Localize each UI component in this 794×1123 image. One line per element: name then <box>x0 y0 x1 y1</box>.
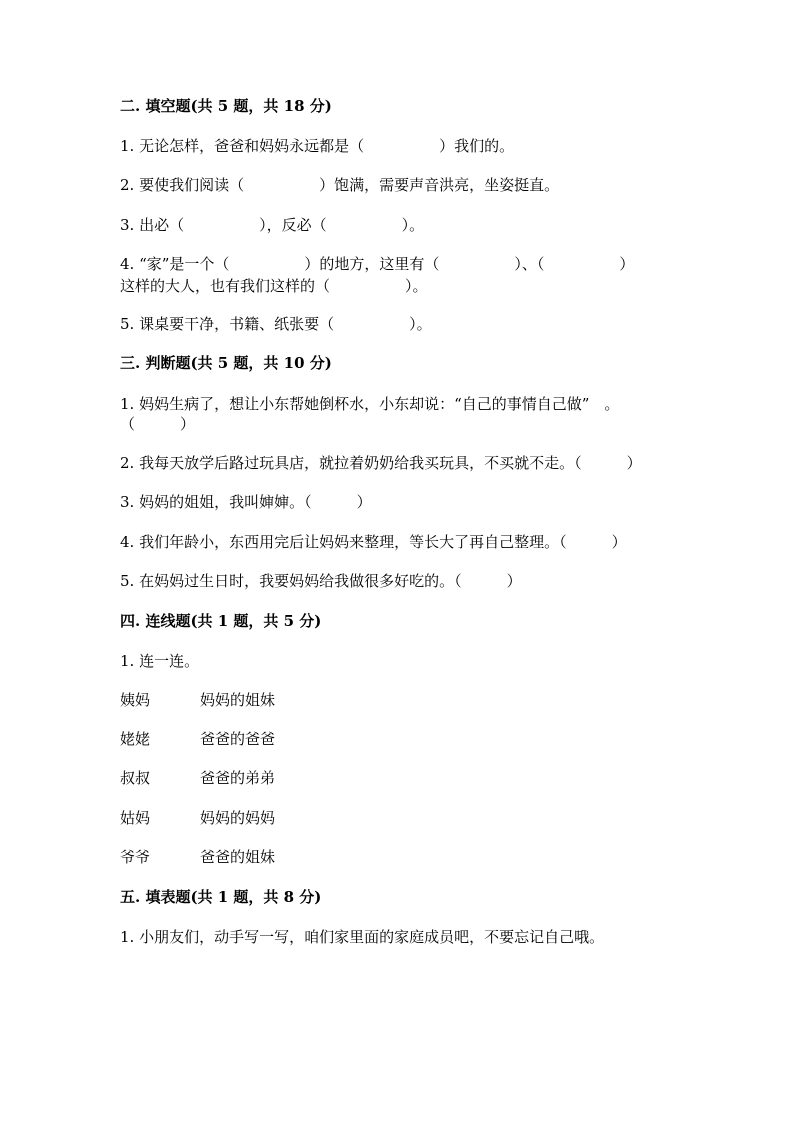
question-text: 1. 无论怎样，爸爸和妈妈永远都是（ ）我们的。 <box>120 137 515 155</box>
match-right-item: 爸爸的姐妹 <box>200 848 276 866</box>
question-text: 1. 连一连。 <box>120 652 200 670</box>
match-right-item: 妈妈的姐妹 <box>200 691 276 709</box>
section-heading-fill-blank: 二. 填空题(共 5 题，共 18 分) <box>120 97 332 115</box>
match-left-item: 姑妈 <box>120 809 151 827</box>
question-text: 3. 妈妈的姐姐，我叫婶婶。（ ） <box>120 493 372 511</box>
match-left-item: 姨妈 <box>120 691 151 709</box>
match-left-item: 姥姥 <box>120 730 151 748</box>
match-right-item: 爸爸的爸爸 <box>200 730 276 748</box>
match-right-item: 爸爸的弟弟 <box>200 769 276 787</box>
question-text: 2. 我每天放学后路过玩具店，就拉着奶奶给我买玩具，不买就不走。（ ） <box>120 454 642 472</box>
question-text: 5. 在妈妈过生日时，我要妈妈给我做很多好吃的。（ ） <box>120 572 522 590</box>
question-text: 4. 我们年龄小，东西用完后让妈妈来整理，等长大了再自己整理。（ ） <box>120 533 627 551</box>
match-left-item: 叔叔 <box>120 769 151 787</box>
match-right-item: 妈妈的妈妈 <box>200 809 276 827</box>
section-heading-matching: 四. 连线题(共 1 题，共 5 分) <box>120 612 322 630</box>
question-text: 4. “家”是一个（ ）的地方，这里有（ ）、（ ） <box>120 255 635 273</box>
question-text: 5. 课桌要干净，书籍、纸张要（ ）。 <box>120 315 432 333</box>
answer-bracket: （ ） <box>120 415 196 433</box>
match-left-item: 爷爷 <box>120 848 151 866</box>
question-text: 1. 妈妈生病了，想让小东帮她倒杯水，小东却说：“自己的事情自己做” 。 <box>120 395 620 413</box>
section-heading-true-false: 三. 判断题(共 5 题，共 10 分) <box>120 354 332 372</box>
question-text: 1. 小朋友们，动手写一写，咱们家里面的家庭成员吧，不要忘记自己哦。 <box>120 928 605 946</box>
question-text: 3. 出必（ ），反必（ ）。 <box>120 216 425 234</box>
section-heading-fill-table: 五. 填表题(共 1 题，共 8 分) <box>120 888 322 906</box>
question-text: 2. 要使我们阅读（ ）饱满，需要声音洪亮，坐姿挺直。 <box>120 176 560 194</box>
question-text-continued: 这样的大人，也有我们这样的（ ）。 <box>120 277 428 295</box>
